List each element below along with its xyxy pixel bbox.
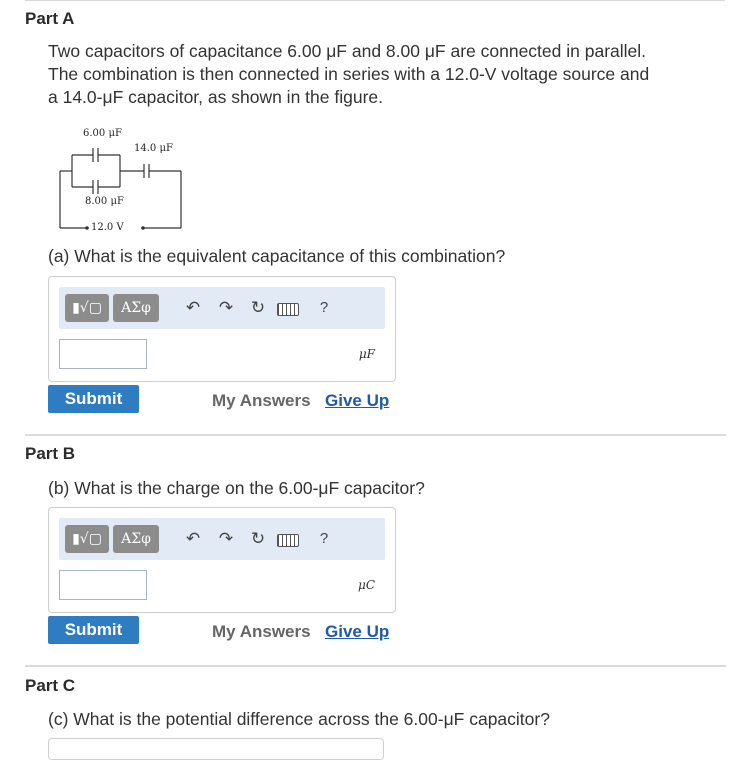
undo-icon[interactable]: ↶ (185, 298, 201, 317)
top-divider (25, 0, 725, 1)
circuit-diagram (50, 125, 200, 235)
circuit-figure (50, 125, 200, 235)
my-answers-link-b[interactable]: My Answers (212, 622, 311, 641)
part-b-question: (b) What is the charge on the 6.00-μF capacitor? (48, 478, 425, 498)
section-divider (25, 434, 726, 436)
unit-label: μF (358, 347, 375, 361)
answer-panel-c (48, 738, 384, 760)
undo-icon[interactable]: ↶ (185, 529, 201, 548)
part-c-title: Part C (25, 676, 76, 695)
math-template-button[interactable]: ▮√▢ (65, 525, 109, 553)
help-icon[interactable]: ? (319, 299, 329, 316)
keyboard-icon[interactable] (277, 534, 299, 547)
answer-panel-a (48, 276, 396, 382)
give-up-link-b[interactable]: Give Up (325, 622, 390, 641)
submit-button-a[interactable]: Submit (48, 385, 139, 413)
equation-toolbar (59, 518, 385, 560)
answer-panel-b (48, 507, 396, 613)
answer-input-a[interactable] (59, 339, 147, 369)
section-divider (25, 665, 726, 667)
greek-symbols-button[interactable]: ΑΣφ (113, 525, 159, 553)
description-line: Two capacitors of capacitance 6.00 μF and 8.00 μF are connected in parallel. (48, 41, 647, 61)
voltage-source-label: 12.0 V (91, 222, 124, 233)
my-answers-link-a[interactable]: My Answers (212, 391, 311, 410)
description-line: The combination is then connected in series with a 12.0-V voltage source and (48, 64, 650, 84)
description-line: a 14.0-μF capacitor, as shown in the figure. (48, 87, 383, 107)
reset-icon[interactable]: ↻ (250, 529, 266, 548)
submit-button-b[interactable]: Submit (48, 616, 139, 644)
keyboard-icon[interactable] (277, 303, 299, 316)
redo-icon[interactable]: ↷ (218, 529, 234, 548)
part-c-question: (c) What is the potential difference across the 6.00-μF capacitor? (48, 709, 550, 729)
redo-icon[interactable]: ↷ (218, 298, 234, 317)
part-a-question: (a) What is the equivalent capacitance of this combination? (48, 246, 506, 266)
part-a-title: Part A (25, 9, 75, 28)
equation-toolbar (59, 287, 385, 329)
greek-symbols-button[interactable]: ΑΣφ (113, 294, 159, 322)
reset-icon[interactable]: ↻ (250, 298, 266, 317)
capacitor-14uf-label: 14.0 μF (134, 143, 173, 154)
help-icon[interactable]: ? (319, 530, 329, 547)
unit-label: μC (358, 578, 375, 592)
part-a-description (48, 40, 649, 109)
math-template-button[interactable]: ▮√▢ (65, 294, 109, 322)
capacitor-6uf-label: 6.00 μF (83, 128, 122, 139)
give-up-link-a[interactable]: Give Up (325, 391, 390, 410)
answer-input-b[interactable] (59, 570, 147, 600)
part-b-title: Part B (25, 444, 76, 463)
capacitor-8uf-label: 8.00 μF (85, 196, 124, 207)
